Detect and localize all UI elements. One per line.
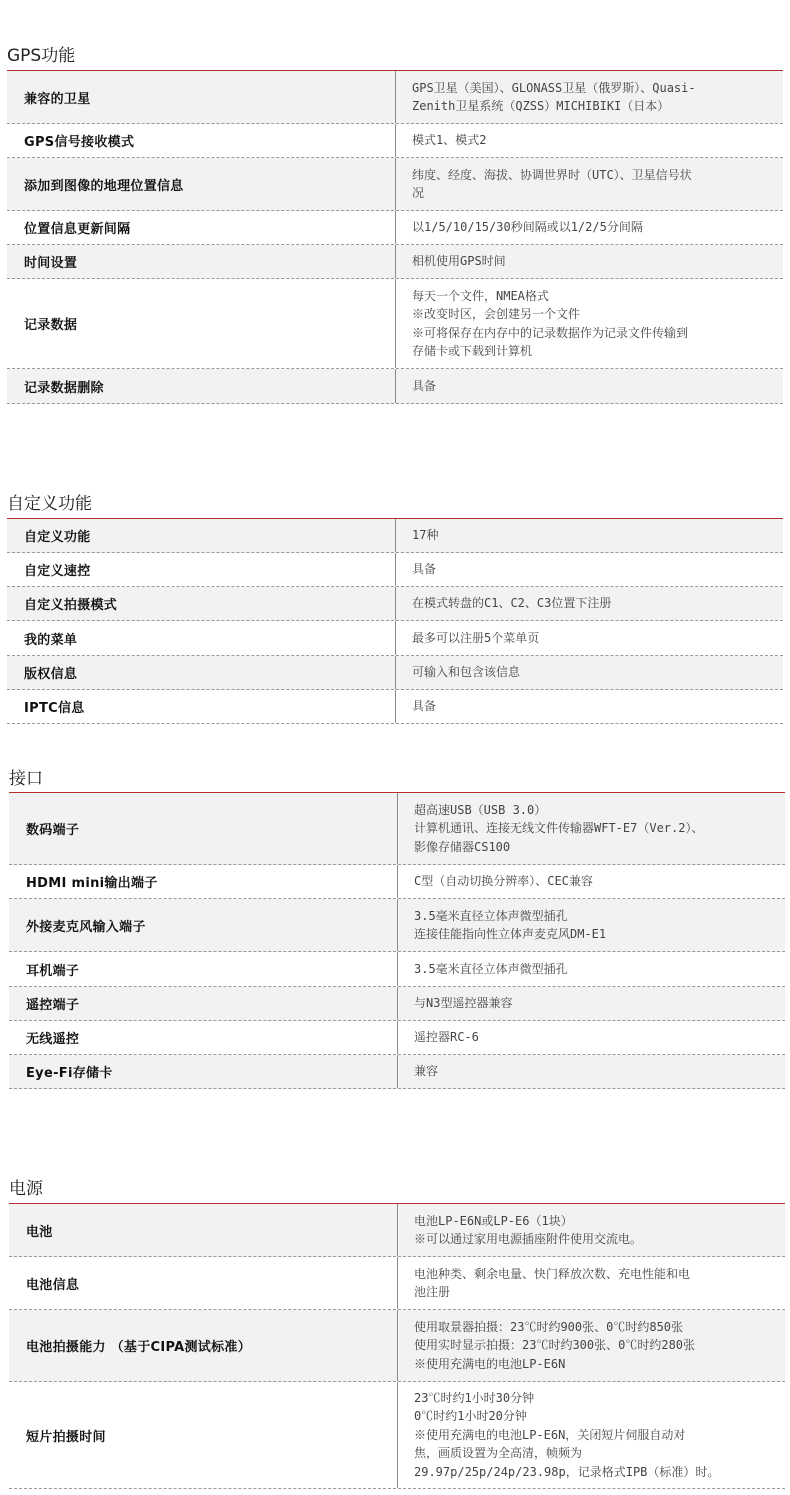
spec-row xyxy=(7,245,783,279)
spec-value-line: 29.97p/25p/24p/23.98p，记录格式IPB（标准）时。 xyxy=(414,1464,720,1479)
spec-value-line: ※可将保存在内存中的记录数据作为记录文件传输到 xyxy=(412,325,689,340)
spec-value-line: 在模式转盘的C1、C2、C3位置下注册 xyxy=(412,596,612,611)
spec-table xyxy=(9,792,785,1089)
spec-label: 时间设置 xyxy=(7,245,396,278)
spec-value-line: 电池种类、剩余电量、快门释放次数、充电性能和电 xyxy=(414,1266,691,1281)
spec-value xyxy=(396,587,783,620)
spec-value-line: C型（自动切换分辨率）、CEC兼容 xyxy=(414,874,593,889)
spec-value-line: 况 xyxy=(412,186,425,200)
spec-value-line: 具备 xyxy=(412,699,437,714)
spec-table xyxy=(9,1203,785,1489)
section-title: 电源 xyxy=(9,1179,43,1199)
spec-value-line: 连接佳能指向性立体声麦克风DM-E1 xyxy=(414,927,607,941)
spec-value-line: 使用取景器拍摄：23℃时约900张、0℃时约850张 xyxy=(414,1319,684,1334)
spec-label: 电池拍摄能力 （基于CIPA测试标准） xyxy=(9,1310,398,1381)
spec-value xyxy=(398,1055,785,1088)
spec-label: IPTC信息 xyxy=(7,690,396,723)
spec-label: GPS信号接收模式 xyxy=(7,124,396,157)
spec-value xyxy=(396,124,783,157)
spec-row xyxy=(9,952,785,987)
spec-value xyxy=(396,211,783,244)
spec-label: Eye-Fi存储卡 xyxy=(9,1055,398,1088)
spec-label: 版权信息 xyxy=(7,656,396,689)
spec-value-line: 23℃时约1小时30分钟 xyxy=(414,1390,535,1405)
spec-value xyxy=(398,1257,785,1309)
spec-value xyxy=(396,519,783,552)
spec-label: 数码端子 xyxy=(9,793,398,864)
spec-value-line: ※改变时区，会创建另一个文件 xyxy=(412,307,581,321)
spec-row xyxy=(7,124,783,158)
spec-value-line: 计算机通讯、连接无线文件传输器WFT-E7（Ver.2）、 xyxy=(414,821,704,836)
spec-value-line: 与N3型遥控器兼容 xyxy=(414,996,513,1011)
spec-value-line: 纬度、经度、海拔、协调世界时（UTC）、卫星信号状 xyxy=(412,167,692,182)
section-title: GPS功能 xyxy=(7,46,76,66)
spec-row xyxy=(9,1055,785,1089)
spec-value-line: 兼容 xyxy=(414,1064,439,1079)
spec-label: 电池信息 xyxy=(9,1257,398,1309)
spec-value-line: 可输入和包含该信息 xyxy=(412,665,521,680)
spec-label: 记录数据 xyxy=(7,279,396,368)
spec-row xyxy=(7,621,783,656)
spec-row xyxy=(7,690,783,724)
spec-label: 自定义功能 xyxy=(7,519,396,552)
spec-label: HDMI mini输出端子 xyxy=(9,865,398,898)
spec-value-line: ※使用充满电的电池LP-E6N xyxy=(414,1356,566,1371)
spec-value xyxy=(398,865,785,898)
spec-row xyxy=(7,587,783,621)
spec-value xyxy=(396,71,783,123)
spec-table xyxy=(7,70,783,404)
spec-value-line: ※使用充满电的电池LP-E6N，关闭短片伺服自动对 xyxy=(414,1427,686,1442)
spec-value-line: 模式1、模式2 xyxy=(412,133,487,148)
spec-value-line: 焦，画质设置为全高清，帧频为 xyxy=(414,1446,583,1461)
spec-value-line: 存储卡或下载到计算机 xyxy=(412,344,533,358)
spec-value-line: 具备 xyxy=(412,562,437,577)
spec-label: 电池 xyxy=(9,1204,398,1256)
spec-label: 遥控端子 xyxy=(9,987,398,1020)
spec-value xyxy=(398,1382,785,1488)
spec-label: 记录数据删除 xyxy=(7,369,396,403)
spec-value-line: 3.5毫米直径立体声微型插孔 xyxy=(414,908,568,923)
spec-value xyxy=(396,656,783,689)
spec-row xyxy=(9,899,785,952)
spec-value xyxy=(398,1021,785,1054)
spec-value-line: Zenith卫星系统（QZSS）MICHIBIKI（日本） xyxy=(412,99,670,113)
spec-row xyxy=(7,279,783,369)
spec-value-line: 最多可以注册5个菜单页 xyxy=(412,630,540,645)
spec-row xyxy=(7,519,783,553)
spec-value-line: 电池LP-E6N或LP-E6（1块） xyxy=(414,1213,573,1228)
spec-value xyxy=(396,158,783,210)
spec-value xyxy=(396,621,783,655)
spec-value-line: 每天一个文件，NMEA格式 xyxy=(412,288,549,303)
spec-value-line: 17种 xyxy=(412,528,439,543)
spec-value xyxy=(398,793,785,864)
spec-value-line: 使用实时显示拍摄：23℃时约300张、0℃时约280张 xyxy=(414,1338,696,1353)
spec-value xyxy=(396,369,783,403)
spec-label: 耳机端子 xyxy=(9,952,398,986)
spec-row xyxy=(9,1310,785,1382)
spec-value-line: ※可以通过家用电源插座附件使用交流电。 xyxy=(414,1232,643,1246)
spec-value xyxy=(396,553,783,586)
spec-label: 我的菜单 xyxy=(7,621,396,655)
spec-value xyxy=(398,952,785,986)
spec-row xyxy=(9,793,785,865)
spec-value-line: 0℃时约1小时20分钟 xyxy=(414,1409,527,1424)
spec-label: 无线遥控 xyxy=(9,1021,398,1054)
spec-value-line: 超高速USB（USB 3.0） xyxy=(414,802,547,817)
spec-label: 添加到图像的地理位置信息 xyxy=(7,158,396,210)
spec-label: 自定义速控 xyxy=(7,553,396,586)
section-title: 接口 xyxy=(9,769,43,789)
spec-row xyxy=(7,553,783,587)
spec-value xyxy=(396,690,783,723)
spec-value-line: 遥控器RC-6 xyxy=(414,1030,479,1045)
spec-row xyxy=(7,656,783,690)
spec-value-line: 3.5毫米直径立体声微型插孔 xyxy=(414,961,568,976)
spec-row xyxy=(9,987,785,1021)
spec-value-line: 具备 xyxy=(412,378,437,393)
spec-row xyxy=(9,1204,785,1257)
spec-row xyxy=(7,71,783,124)
spec-label: 短片拍摄时间 xyxy=(9,1382,398,1488)
spec-table xyxy=(7,518,783,724)
spec-row xyxy=(7,158,783,211)
spec-row xyxy=(9,1382,785,1489)
spec-value-line: GPS卫星（美国）、GLONASS卫星（俄罗斯）、Quasi- xyxy=(412,80,696,95)
spec-row xyxy=(9,1257,785,1310)
spec-row xyxy=(7,369,783,404)
section-title: 自定义功能 xyxy=(7,494,92,514)
spec-value-line: 以1/5/10/15/30秒间隔或以1/2/5分间隔 xyxy=(412,220,643,235)
spec-value xyxy=(398,1204,785,1256)
spec-row xyxy=(9,1021,785,1055)
spec-value-line: 相机使用GPS时间 xyxy=(412,254,506,269)
spec-value-line: 池注册 xyxy=(414,1285,451,1299)
spec-label: 位置信息更新间隔 xyxy=(7,211,396,244)
spec-label: 兼容的卫星 xyxy=(7,71,396,123)
spec-label: 外接麦克风输入端子 xyxy=(9,899,398,951)
spec-value xyxy=(396,245,783,278)
spec-value xyxy=(398,1310,785,1381)
spec-row xyxy=(7,211,783,245)
spec-value xyxy=(396,279,783,368)
spec-row xyxy=(9,865,785,899)
spec-value xyxy=(398,987,785,1020)
spec-value-line: 影像存储器CS100 xyxy=(414,839,511,854)
spec-label: 自定义拍摄模式 xyxy=(7,587,396,620)
spec-value xyxy=(398,899,785,951)
